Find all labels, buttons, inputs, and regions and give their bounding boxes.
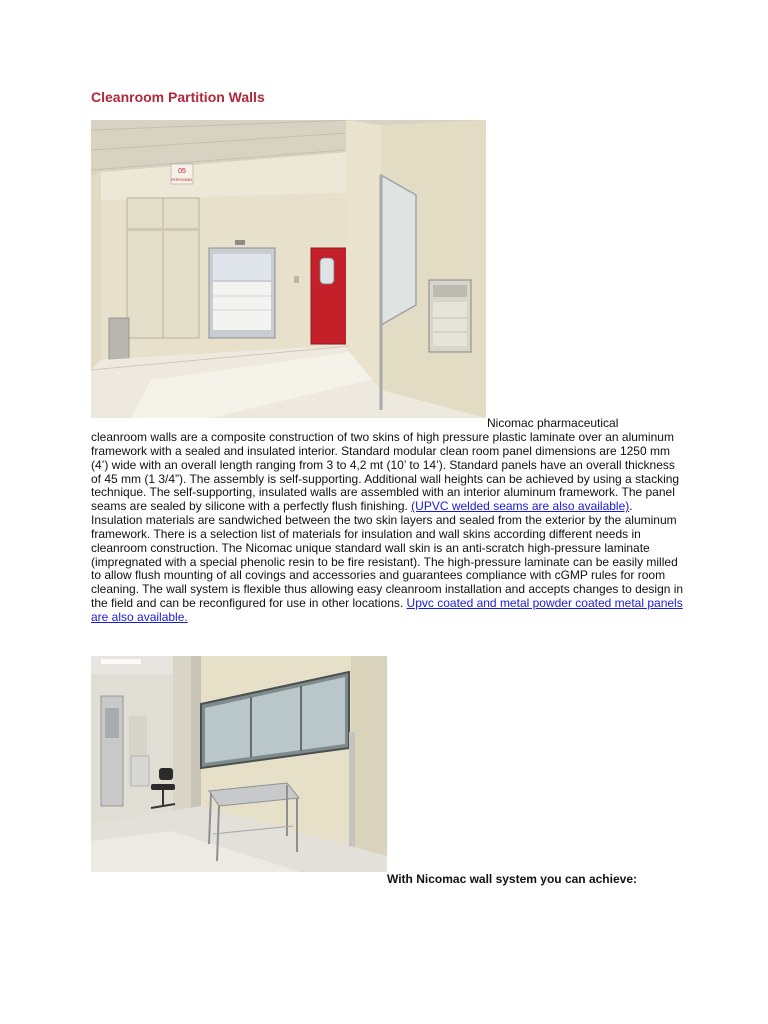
sign-number: 05 xyxy=(178,168,186,175)
lead-text: Nicomac pharmaceutical xyxy=(487,416,619,430)
coated-panels-link[interactable]: Upvc coated and metal powder coated metal panels are also available. xyxy=(91,596,683,624)
page-title: Cleanroom Partition Walls xyxy=(91,89,265,105)
body-text-1: cleanroom walls are a composite construction of two skins of high pressure plastic laminate over an aluminum framework with a sealed and insulated interior. Standard modular clean room panel dimensions are 1250 mm (4’) wide with an overall length ranging from 3 to 4,2 mt (10’ to 14’). Standard panels have an overall thickness of 45 mm (1 3/4”). The assembly is self-supporting. Additional wall heights can be achieved by using a stacking technique. The self-supporting, insulated walls are assembled with an interior aluminum framework. The panel seams are sealed by silicone with a perfectly flush finishing. xyxy=(91,430,680,514)
upvc-welded-seams-link[interactable]: (UPVC welded seams are also available) xyxy=(411,499,630,514)
article-body xyxy=(91,431,685,625)
cleanroom-corridor-photo xyxy=(91,120,486,418)
cleanroom-lab-photo xyxy=(91,656,387,872)
article-lead xyxy=(487,417,618,431)
sign-text: PERSONNEL xyxy=(171,178,193,182)
body-text-2: . Insulation materials are sandwiched between the two skin layers and sealed from the exterior by the aluminum framework. There is a selection list of materials for insulation and wall skins according different needs in cleanroom construction. The Nicomac unique standard wall skin is an anti-scratch high-pressure laminate (impregnated with a special phenolic resin to be fire resistant). The high-pressure laminate can be easily milled to allow flush mounting of all covings and accessories and guarantees compliance with cGMP rules for room cleaning. The wall system is flexible thus allowing easy cleanroom installation and accepts changes to design in the field and can be reconfigured for use in other locations. xyxy=(91,499,684,611)
figure-caption: With Nicomac wall system you can achieve: xyxy=(387,872,637,886)
